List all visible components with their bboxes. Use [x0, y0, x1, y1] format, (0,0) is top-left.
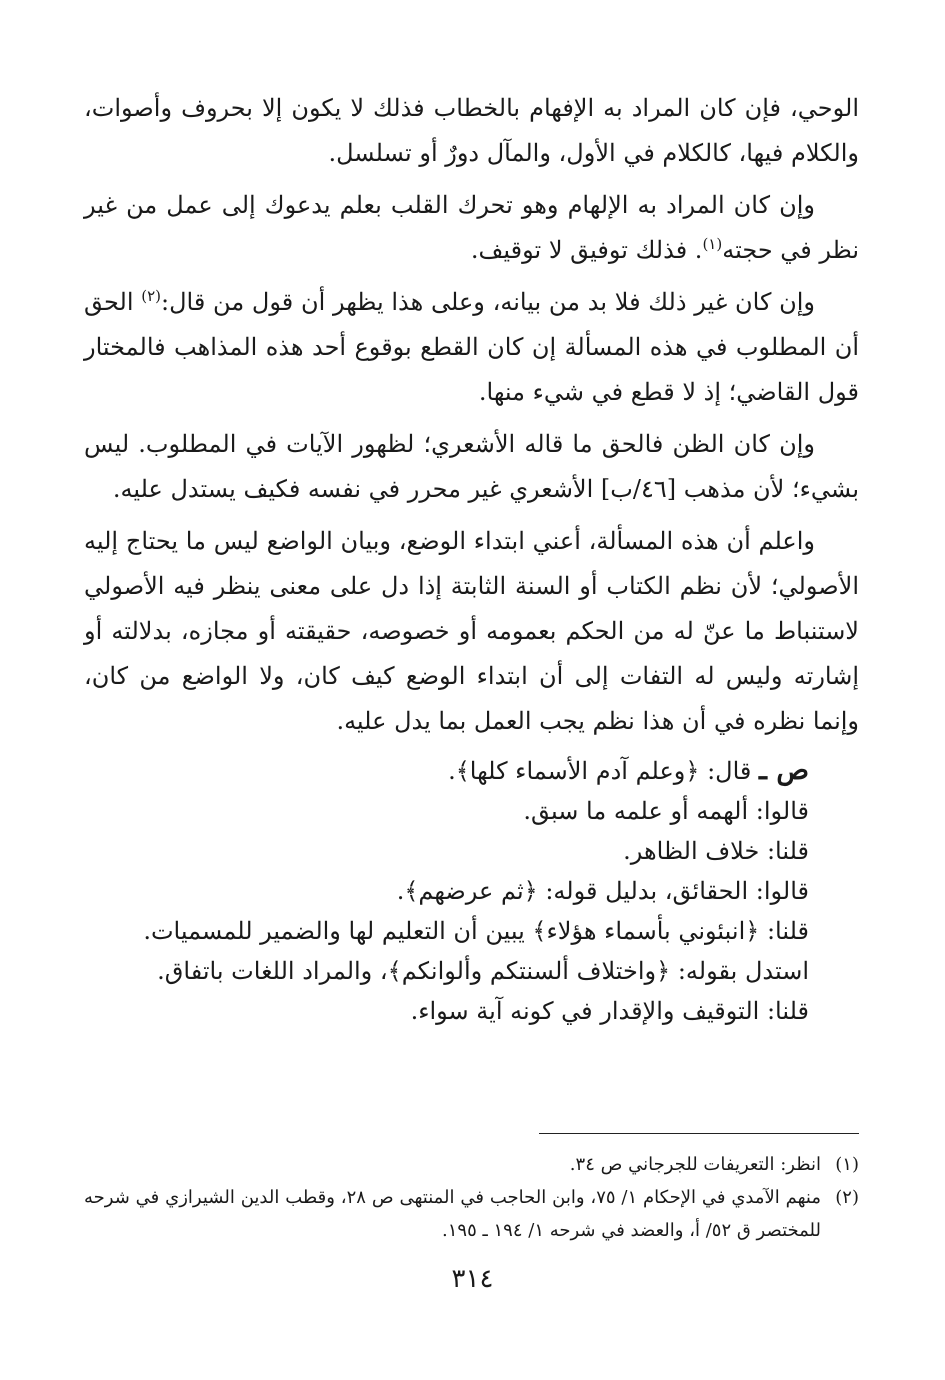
exchange-line-4: قالوا: الحقائق، بدليل قوله: ﴿ثم عرضهم﴾.: [396, 877, 809, 905]
paragraph-4-text: وإن كان الظن فالحق ما قاله الأشعري؛ لظهور الآيات في المطلوب. ليس بشيء؛ لأن مذهب [٤٦/ب] الأشعري غير محرر في نفسه فكيف يستدل عليه.: [84, 430, 859, 503]
exchange-line-3: قلنا: خلاف الظاهر.: [623, 837, 809, 865]
paragraph-3-text-b: الحق أن المطلوب في هذه المسألة إن كان القطع بوقوع أحد هذه المذاهب فالمختار قول القاضي؛ إذ لا قطع في شيء منها.: [84, 288, 859, 406]
paragraph-2-text-b: . فذلك توفيق لا توقيف.: [470, 236, 703, 264]
exchange-line-6: استدل بقوله: ﴿واختلاف ألسنتكم وألوانكم﴾، والمراد اللغات باتفاق.: [157, 957, 809, 985]
exchange-line-1: [84, 751, 809, 791]
exchange-line-5: قلنا: ﴿انبئوني بأسماء هؤلاء﴾ يبين أن التعليم لها والضمير للمسميات.: [143, 917, 809, 945]
footnote-ref-2[interactable]: (٢): [141, 287, 162, 305]
paragraph-4: [84, 422, 859, 512]
paragraph-5: [84, 519, 859, 744]
sad-marker: ص ـ: [759, 755, 809, 786]
footnote-ref-1[interactable]: (١): [702, 235, 723, 253]
footnote-1: [84, 1148, 859, 1181]
exchange-line-2: قالوا: ألهمه أو علمه ما سبق.: [523, 797, 809, 825]
footnote-1-text: انظر: التعريفات للجرجاني ص ٣٤.: [569, 1154, 821, 1175]
footnote-2-number: (٢): [835, 1187, 859, 1208]
argument-exchange: [84, 751, 859, 1031]
footnotes: [84, 1148, 859, 1247]
page-body: [84, 86, 859, 1031]
exchange-line-7: قلنا: التوقيف والإقدار في كونه آية سواء.: [410, 997, 809, 1025]
footnote-2-text: منهم الآمدي في الإحكام ١/ ٧٥، وابن الحاجب في المنتهى ص ٢٨، وقطب الدين الشيرازي في شرحه للمختصر ق ٥٢/ أ، والعضد في شرحه ١/ ١٩٤ ـ ١٩٥.: [84, 1187, 821, 1241]
paragraph-3-text-a: وإن كان غير ذلك فلا بد من بيانه، وعلى هذا يظهر أن قول من قال:: [161, 288, 815, 316]
paragraph-2-text-a: وإن كان المراد به الإلهام وهو تحرك القلب بعلم يدعوك إلى عمل من غير نظر في حجته: [84, 191, 859, 264]
paragraph-2: [84, 183, 859, 273]
footnote-2: [84, 1181, 859, 1247]
paragraph-1-text: الوحي، فإن كان المراد به الإفهام بالخطاب فذلك لا يكون إلا بحروف وأصوات، والكلام فيها، كالكلام في الأول، والمآل دورٌ أو تسلسل.: [84, 94, 859, 167]
paragraph-1: [84, 86, 859, 176]
exchange-line-1-text: قال: ﴿وعلم آدم الأسماء كلها﴾.: [448, 757, 752, 785]
paragraph-5-text: واعلم أن هذه المسألة، أعني ابتداء الوضع، وبيان الواضع ليس ما يحتاج إليه الأصولي؛ لأن نظم الكتاب أو السنة الثابتة إذا دل على معنى ينظر فيه الأصولي لاستنباط ما عنّ له من الحكم بعمومه أو خصوصه، حقيقته أو مجازه، بدلالته أو إشارته وليس له التفات إلى أن ابتداء الوضع كيف كان، ولا الواضع من كان، وإنما نظره في أن هذا نظم يجب العمل بما يدل عليه.: [84, 527, 859, 735]
footnote-divider: [539, 1133, 859, 1134]
footnote-1-number: (١): [835, 1154, 859, 1175]
paragraph-3: [84, 280, 859, 415]
page-number: ٣١٤: [451, 1264, 494, 1294]
